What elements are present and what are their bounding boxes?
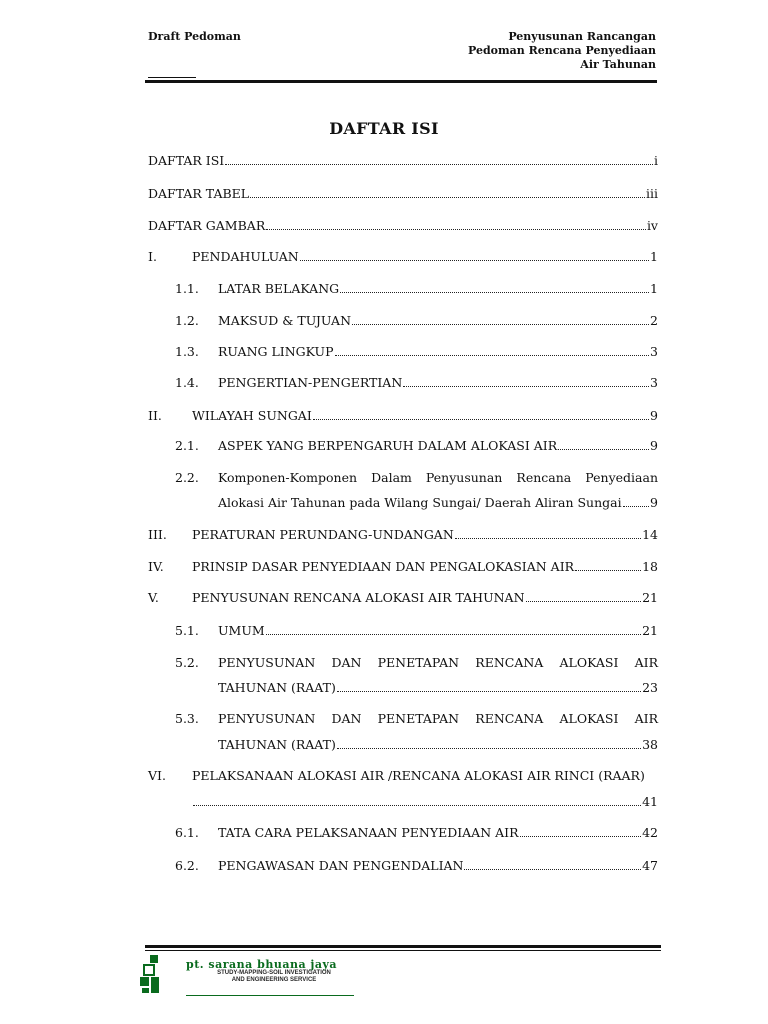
header-title-line: Penyusunan Rancangan: [508, 30, 656, 43]
toc-label: TATA CARA PELAKSANAAN PENYEDIAAN AIR: [218, 825, 519, 840]
toc-page: 3: [650, 344, 658, 359]
toc-entry[interactable]: [148, 857, 658, 875]
toc-label: DAFTAR ISI: [148, 153, 225, 168]
toc-entry-continued[interactable]: [148, 679, 658, 697]
toc-number: II.: [148, 408, 162, 423]
toc-leader: [558, 437, 649, 450]
toc-number: 1.2.: [175, 313, 199, 328]
toc-entry[interactable]: [148, 710, 658, 728]
toc-entry[interactable]: [148, 767, 658, 785]
toc-leader: [225, 152, 653, 165]
toc-leader: [266, 217, 646, 230]
toc-entry[interactable]: [148, 152, 658, 170]
company-logo-icon: [140, 955, 160, 995]
toc-page: 3: [650, 375, 658, 390]
toc-leader: [313, 407, 649, 420]
company-tagline: [196, 970, 352, 984]
toc-number: 1.3.: [175, 344, 199, 359]
toc-page: 1: [650, 249, 658, 264]
toc-number: 1.4.: [175, 375, 199, 390]
toc-leader: [337, 679, 641, 692]
toc-number: 5.3.: [175, 711, 199, 726]
toc-label: PENYUSUNAN DAN PENETAPAN RENCANA ALOKASI AIR: [218, 655, 658, 670]
toc-page: 42: [642, 825, 658, 840]
toc-entry-continued[interactable]: [148, 494, 658, 512]
toc-number: VI.: [148, 768, 166, 783]
toc-entry[interactable]: [148, 469, 658, 487]
header-title-line: Air Tahunan: [580, 58, 656, 71]
footer-rule: [145, 945, 661, 948]
toc-label: PENGERTIAN-PENGERTIAN: [218, 375, 403, 390]
toc-page: iii: [646, 186, 658, 201]
header-title-line: Pedoman Rencana Penyediaan: [468, 44, 656, 57]
toc-number: 6.1.: [175, 825, 199, 840]
toc-entry[interactable]: [148, 248, 658, 266]
toc-entry-continued[interactable]: [148, 736, 658, 754]
toc-label: LATAR BELAKANG: [218, 281, 340, 296]
toc-entry[interactable]: [148, 280, 658, 298]
toc-page: iv: [646, 218, 658, 233]
toc-page: 2: [650, 313, 658, 328]
toc-entry[interactable]: [148, 622, 658, 640]
toc-label: PENDAHULUAN: [192, 249, 299, 264]
toc-label: PENYUSUNAN DAN PENETAPAN RENCANA ALOKASI AIR: [218, 711, 658, 726]
toc-page: 41: [642, 794, 658, 809]
toc-page: 18: [642, 559, 658, 574]
toc-entry[interactable]: [148, 407, 658, 425]
toc-label: ASPEK YANG BERPENGARUH DALAM ALOKASI AIR: [218, 438, 558, 453]
toc-leader: [193, 793, 641, 806]
toc-number: 6.2.: [175, 858, 199, 873]
header-rule: [145, 80, 657, 83]
toc-entry-continued[interactable]: [148, 793, 658, 811]
toc-leader: [464, 857, 641, 870]
header-doc-type: Draft Pedoman: [148, 30, 241, 43]
toc-entry[interactable]: [148, 558, 658, 576]
toc-number: I.: [148, 249, 157, 264]
toc-leader: [335, 343, 650, 356]
toc-entry[interactable]: [148, 437, 658, 455]
toc-label: PRINSIP DASAR PENYEDIAAN DAN PENGALOKASIAN AIR: [192, 559, 575, 574]
toc-page: 9: [650, 408, 658, 423]
toc-leader: [266, 622, 641, 635]
toc-label: DAFTAR GAMBAR: [148, 218, 266, 233]
toc-number: 5.1.: [175, 623, 199, 638]
toc-entry[interactable]: [148, 185, 658, 203]
toc-leader: [520, 824, 642, 837]
toc-page: 47: [642, 858, 658, 873]
toc-page: 21: [642, 590, 658, 605]
toc-leader: [352, 312, 649, 325]
toc-number: 2.2.: [175, 470, 199, 485]
toc-entry[interactable]: [148, 343, 658, 361]
footer-rule-thin: [145, 950, 661, 951]
toc-leader: [623, 494, 649, 507]
toc-label: MAKSUD & TUJUAN: [218, 313, 352, 328]
toc-label: DAFTAR TABEL: [148, 186, 250, 201]
toc-number: III.: [148, 527, 167, 542]
page-title: DAFTAR ISI: [329, 119, 439, 138]
tagline-line: STUDY-MAPPING-SOIL INVESTIGATION: [217, 970, 331, 976]
toc-entry[interactable]: [148, 374, 658, 392]
toc-leader: [337, 736, 641, 749]
toc-leader: [526, 589, 642, 602]
toc-page: 38: [642, 737, 658, 752]
toc-number: V.: [148, 590, 159, 605]
toc-page: 9: [650, 438, 658, 453]
header-rule-short: [148, 77, 196, 78]
toc-number: 2.1.: [175, 438, 199, 453]
tagline-line: AND ENGINEERING SERVICE: [231, 977, 317, 983]
toc-label: WILAYAH SUNGAI: [192, 408, 312, 423]
toc-label: PELAKSANAAN ALOKASI AIR /RENCANA ALOKASI AIR RINCI (RAAR): [192, 768, 645, 783]
toc-number: IV.: [148, 559, 164, 574]
toc-leader: [300, 248, 649, 261]
toc-number: 1.1.: [175, 281, 199, 296]
toc-label: Komponen-Komponen Dalam Penyusunan Rencana Penyediaan: [218, 470, 658, 485]
company-name: pt. sarana bhuana jaya: [186, 958, 338, 971]
header-doc-title: [468, 30, 656, 72]
toc-label: RUANG LINGKUP: [218, 344, 334, 359]
toc-page: 9: [650, 495, 658, 510]
toc-entry[interactable]: [148, 589, 658, 607]
toc-label-continued: TAHUNAN (RAAT): [218, 737, 336, 752]
toc-page: 21: [642, 623, 658, 638]
toc-leader: [455, 526, 641, 539]
toc-entry[interactable]: [148, 654, 658, 672]
toc-number: 5.2.: [175, 655, 199, 670]
toc-leader: [575, 558, 641, 571]
toc-leader: [403, 374, 649, 387]
toc-label: PERATURAN PERUNDANG-UNDANGAN: [192, 527, 454, 542]
toc-entry[interactable]: [148, 217, 658, 235]
toc-page: i: [654, 153, 658, 168]
toc-entry[interactable]: [148, 312, 658, 330]
toc-page: 1: [650, 281, 658, 296]
toc-entry[interactable]: [148, 824, 658, 842]
footer-address-rule: [186, 995, 354, 996]
toc-label: PENYUSUNAN RENCANA ALOKASI AIR TAHUNAN: [192, 590, 525, 605]
toc-page: 23: [642, 680, 658, 695]
toc-page: 14: [642, 527, 658, 542]
toc-label: PENGAWASAN DAN PENGENDALIAN: [218, 858, 464, 873]
toc-label: UMUM: [218, 623, 265, 638]
toc-entry[interactable]: [148, 526, 658, 544]
toc-label-continued: TAHUNAN (RAAT): [218, 680, 336, 695]
toc-leader: [340, 280, 649, 293]
toc-label-continued: Alokasi Air Tahunan pada Wilang Sungai/ Daerah Aliran Sungai: [218, 495, 622, 510]
toc-leader: [250, 185, 645, 198]
